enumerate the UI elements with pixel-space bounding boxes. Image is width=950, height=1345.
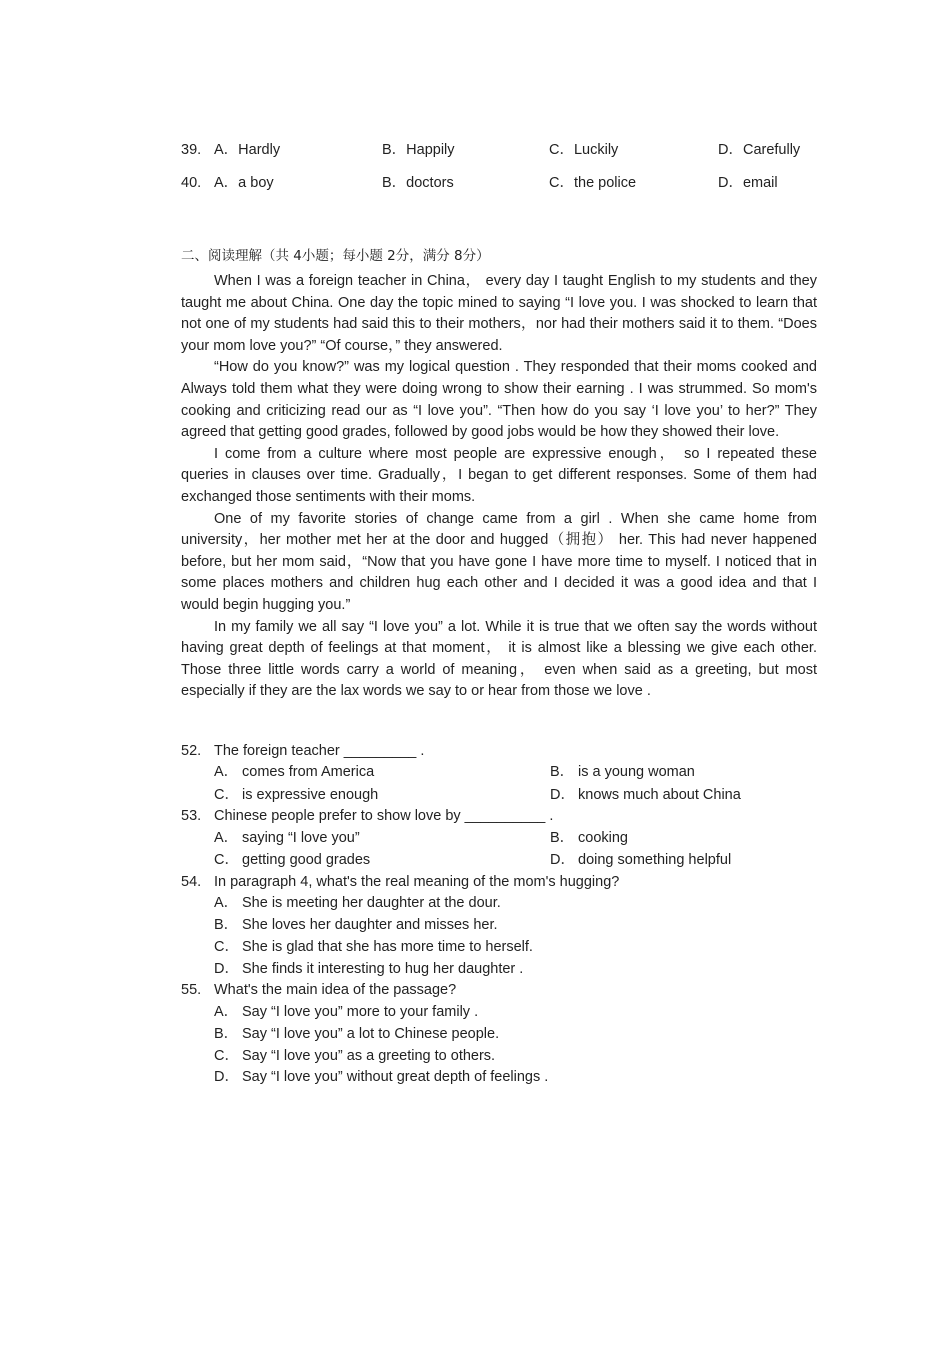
cloze-row-39: [181, 139, 821, 161]
option-d: D． Say “I love you” without great depth of feelings .: [214, 1069, 549, 1085]
paragraph: I come from a culture where most people are expressive enough， so I repeated these queries in clauses over time. Gradually，I began to get different responses. Some of them had exchanged those sentiments with their moms.: [181, 445, 817, 505]
question-text: What's the main idea of the passage?: [214, 982, 457, 998]
option-d: D．Carefully: [718, 142, 801, 158]
option-c: C．Luckily: [549, 142, 619, 158]
question-stem: [181, 805, 553, 827]
paragraph: “How do you know?” was my logical question . They responded that their moms cooked and Always told them what they were doing wrong to show their earning . I was strummed. So mom's cooking and criticizing read our as “I love you”. “Then how do you say ‘I love you’ to her?” They agreed that getting good grades, followed by good jobs would be how they showed their love.: [181, 359, 817, 441]
option-b: B． is a young woman: [550, 764, 695, 780]
question-number: 53.: [181, 808, 202, 824]
question-number: 52.: [181, 743, 202, 759]
question-number: 40.: [181, 175, 202, 191]
question-number: 54.: [181, 874, 202, 890]
question-number: 55.: [181, 982, 202, 998]
cloze-row-40: [181, 172, 821, 194]
question-stem: [181, 871, 619, 893]
option-a: A． She is meeting her daughter at the dour.: [214, 895, 501, 911]
question-stem: [181, 740, 424, 762]
option-c: C． is expressive enough: [214, 787, 379, 803]
option-a: A． Say “I love you” more to your family .: [214, 1004, 479, 1020]
question-text: The foreign teacher _________ .: [214, 743, 425, 759]
option-b: B． Say “I love you” a lot to Chinese people.: [214, 1026, 500, 1042]
option-c: C．the police: [549, 175, 637, 191]
option-b: B． She loves her daughter and misses her.: [214, 917, 498, 933]
option-c: C． She is glad that she has more time to herself.: [214, 939, 533, 955]
question-stem: [181, 979, 456, 1001]
option-a: A． saying “I love you”: [214, 830, 360, 846]
question-text: In paragraph 4, what's the real meaning of the mom's hugging?: [214, 874, 620, 890]
section-title: 二、阅读理解（共 4小题；每小题 2分，满分 8分）: [181, 248, 490, 264]
paragraph: In my family we all say “I love you” a lot. While it is true that we often say the words without having great depth of feelings at that moment， it is almost like a blessing we give each other. Those three little words carry a world of meaning， even when said as a greeting, but most especially if they are the lax words we say to or hear from those we love .: [181, 618, 817, 700]
option-b: B．doctors: [382, 175, 454, 191]
option-d: D． She finds it interesting to hug her daughter .: [214, 961, 524, 977]
paragraph: One of my favorite stories of change came from a girl . When she came home from university，her mother met her at the door and hugged（拥抱） her. This had never happened before, but her mom said，“Now that you have gone I have more time to myself. I noticed that in some places mothers and children hug each other and I decided it was a good idea and that I would begin hugging you.”: [181, 510, 817, 613]
option-a: A． comes from America: [214, 764, 375, 780]
reading-passage: [181, 271, 817, 703]
option-b: B． cooking: [550, 830, 628, 846]
option-c: C． Say “I love you” as a greeting to others.: [214, 1048, 496, 1064]
option-c: C． getting good grades: [214, 852, 371, 868]
paragraph: When I was a foreign teacher in China， every day I taught English to my students and they taught me about China. One day the topic mined to saying “I love you. I was shocked to learn that not one of my students had said this to their mothers，nor had their mothers said it to them. “Does your mom love you?” “Of course，” they answered.: [181, 273, 817, 354]
option-a: A．a boy: [214, 175, 274, 191]
option-d: D．email: [718, 175, 778, 191]
option-d: D． doing something helpful: [550, 852, 732, 868]
option-a: A．Hardly: [214, 142, 281, 158]
option-d: D． knows much about China: [550, 787, 741, 803]
question-text: Chinese people prefer to show love by __________ .: [214, 808, 554, 824]
option-b: B．Happily: [382, 142, 455, 158]
question-number: 39.: [181, 142, 202, 158]
